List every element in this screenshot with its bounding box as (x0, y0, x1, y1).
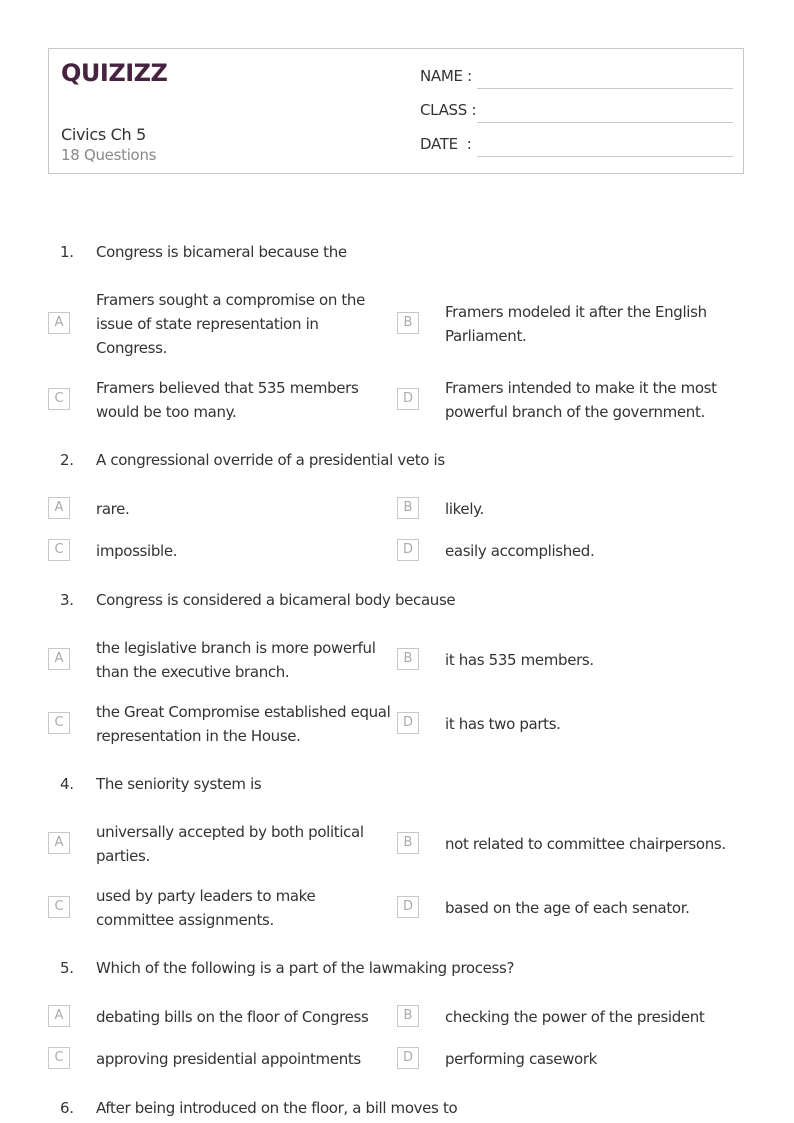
option-text: Framers modeled it after the English Parliament. (445, 303, 707, 345)
class-label: CLASS : (420, 101, 477, 119)
name-line[interactable] (477, 88, 733, 89)
option-text: Framers believed that 535 members would be too many. (96, 379, 359, 421)
option-text: easily accomplished. (445, 542, 595, 560)
question-text: Congress is bicameral because the (96, 243, 347, 261)
question-text: The seniority system is (96, 775, 262, 793)
option-text: universally accepted by both political parties. (96, 823, 364, 865)
option-text: it has two parts. (445, 715, 561, 733)
option-box-a[interactable]: A (48, 312, 70, 334)
option-text: likely. (445, 500, 484, 518)
option-box-d[interactable]: D (397, 896, 419, 918)
option-text: approving presidential appointments (96, 1050, 361, 1068)
option-box-b[interactable]: B (397, 1005, 419, 1027)
option-box-a[interactable]: A (48, 832, 70, 854)
date-line[interactable] (477, 156, 733, 157)
date-field[interactable] (420, 135, 733, 159)
option-text: the legislative branch is more powerful than the executive branch. (96, 639, 376, 681)
option-text: used by party leaders to make committee assignments. (96, 887, 316, 929)
option-text: performing casework (445, 1050, 597, 1068)
option-box-d[interactable]: D (397, 712, 419, 734)
option-box-b[interactable]: B (397, 648, 419, 670)
option-text: impossible. (96, 542, 178, 560)
worksheet-header (48, 48, 744, 174)
option-box-b[interactable]: B (397, 832, 419, 854)
date-label: DATE : (420, 135, 472, 153)
question-text: Which of the following is a part of the lawmaking process? (96, 959, 515, 977)
option-box-b[interactable]: B (397, 497, 419, 519)
option-box-c[interactable]: C (48, 388, 70, 410)
question-number: 5. (60, 959, 74, 977)
quizizz-logo: QUIZIZZ (61, 59, 168, 87)
question-number: 4. (60, 775, 74, 793)
option-box-d[interactable]: D (397, 539, 419, 561)
option-text: not related to committee chairpersons. (445, 835, 726, 853)
option-text: it has 535 members. (445, 651, 594, 669)
option-box-a[interactable]: A (48, 648, 70, 670)
option-text: checking the power of the president (445, 1008, 705, 1026)
question-number: 3. (60, 591, 74, 609)
option-box-c[interactable]: C (48, 896, 70, 918)
worksheet-title: Civics Ch 5 (61, 125, 147, 144)
class-line[interactable] (477, 122, 733, 123)
question-number: 6. (60, 1099, 74, 1117)
question-text: Congress is considered a bicameral body because (96, 591, 456, 609)
option-box-a[interactable]: A (48, 1005, 70, 1027)
option-box-c[interactable]: C (48, 539, 70, 561)
option-text: based on the age of each senator. (445, 899, 690, 917)
option-box-d[interactable]: D (397, 1047, 419, 1069)
option-box-c[interactable]: C (48, 1047, 70, 1069)
question-number: 1. (60, 243, 74, 261)
question-text: After being introduced on the floor, a bill moves to (96, 1099, 458, 1117)
option-box-d[interactable]: D (397, 388, 419, 410)
option-text: Framers sought a compromise on the issue of state representation in Congress. (96, 291, 365, 357)
option-box-a[interactable]: A (48, 497, 70, 519)
option-text: the Great Compromise established equal representation in the House. (96, 703, 391, 745)
question-text: A congressional override of a presidential veto is (96, 451, 445, 469)
option-box-b[interactable]: B (397, 312, 419, 334)
option-box-c[interactable]: C (48, 712, 70, 734)
option-text: debating bills on the floor of Congress (96, 1008, 369, 1026)
option-text: Framers intended to make it the most powerful branch of the government. (445, 379, 717, 421)
name-label: NAME : (420, 67, 472, 85)
question-number: 2. (60, 451, 74, 469)
class-field[interactable] (420, 101, 733, 125)
question-count: 18 Questions (61, 146, 157, 164)
name-field[interactable] (420, 67, 733, 91)
option-text: rare. (96, 500, 130, 518)
